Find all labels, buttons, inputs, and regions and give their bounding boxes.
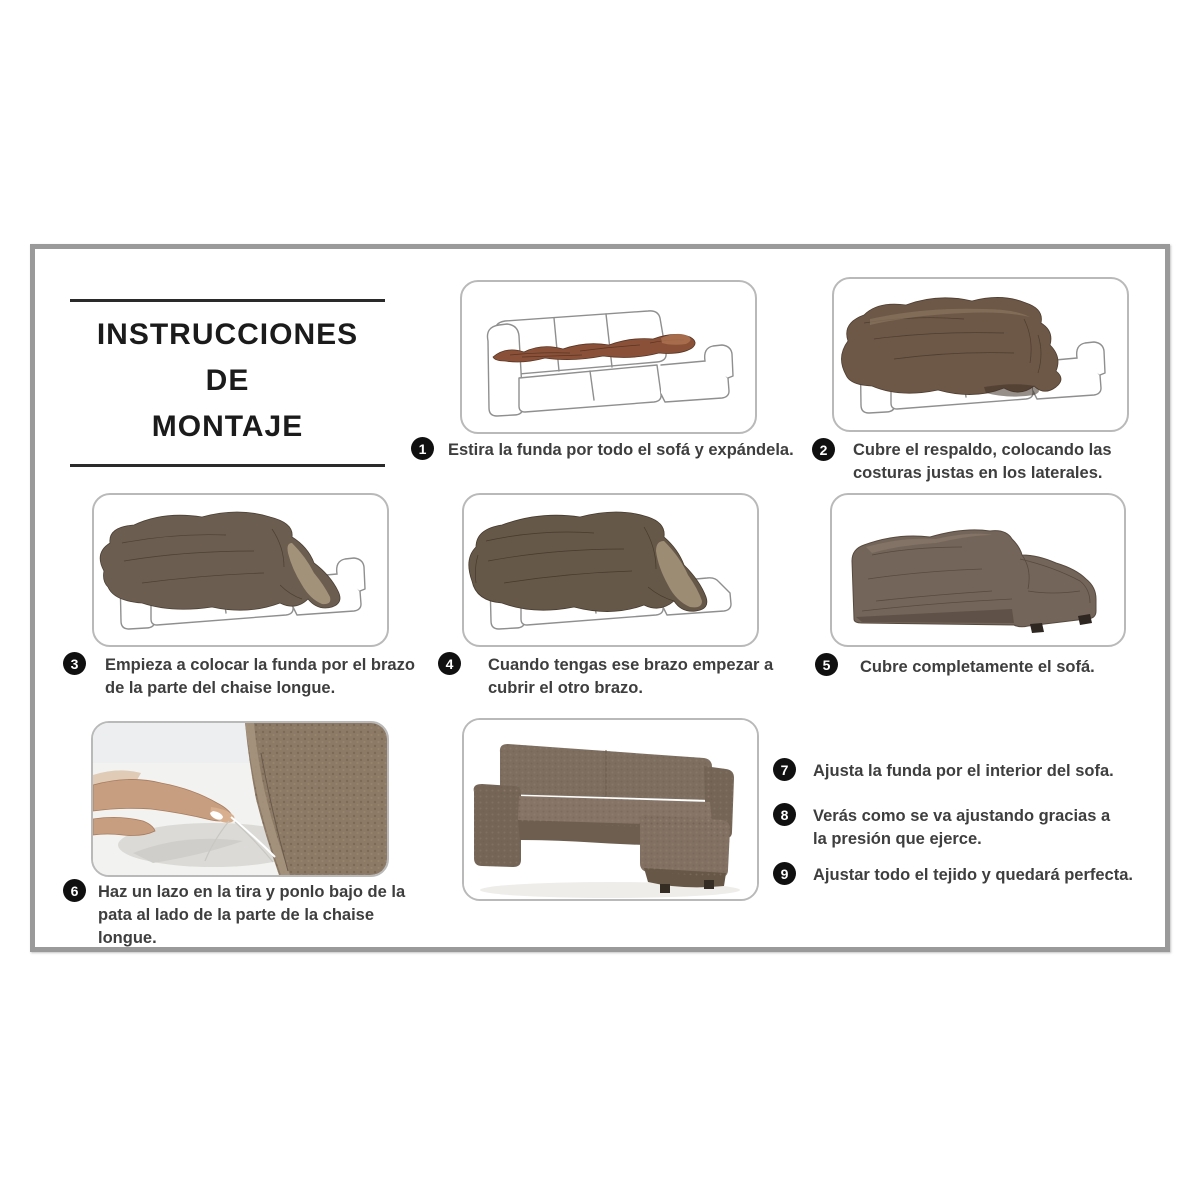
sofa-cover-both-arms-illustration — [464, 495, 757, 645]
title-line-2: DE — [205, 364, 250, 397]
step6-caption: Haz un lazo en la tira y ponlo bajo de la pata al lado de la parte de la chaise longue. — [98, 883, 406, 947]
instruction-card — [30, 244, 1170, 952]
step1-number-badge: 1 — [411, 437, 434, 460]
title-line-3: MONTAJE — [151, 410, 304, 443]
step5-illustration-panel — [830, 493, 1126, 647]
title-line-1: INSTRUCCIONES — [96, 318, 359, 351]
sofa-cover-strip-illustration — [462, 282, 755, 432]
step3-illustration-panel — [92, 493, 389, 647]
step2-illustration-panel — [832, 277, 1129, 432]
step5-caption: Cubre completamente el sofá. — [860, 658, 1095, 676]
step2-caption: Cubre el respaldo, colocando las costuras justas en los laterales. — [853, 441, 1112, 482]
covered-sofa-illustration — [832, 495, 1124, 645]
step7-caption: Ajusta la funda por el interior del sofa. — [813, 762, 1114, 780]
finished-sofa-photo — [464, 720, 757, 899]
step4-caption: Cuando tengas ese brazo empezar a cubrir el otro brazo. — [488, 656, 774, 697]
page-title — [70, 299, 385, 467]
step1-illustration-panel — [460, 280, 757, 434]
step3-caption: Empieza a colocar la funda por el brazo de la parte del chaise longue. — [105, 656, 415, 697]
step3-number-badge: 3 — [63, 652, 86, 675]
step9-number-badge: 9 — [773, 862, 796, 885]
hand-tying-strap-photo — [93, 723, 387, 875]
step5-number-badge: 5 — [815, 653, 838, 676]
step8-caption: Verás como se va ajustando gracias a la presión que ejerce. — [813, 807, 1111, 848]
step7-finished-sofa-photo — [462, 718, 759, 901]
sofa-cover-backrest-illustration — [834, 279, 1127, 430]
step1-caption: Estira la funda por todo el sofá y expándela. — [448, 441, 794, 459]
sofa-cover-chaise-illustration — [94, 495, 387, 645]
step4-number-badge: 4 — [438, 652, 461, 675]
step8-number-badge: 8 — [773, 803, 796, 826]
step7-number-badge: 7 — [773, 758, 796, 781]
step6-photo-panel — [91, 721, 389, 877]
step4-illustration-panel — [462, 493, 759, 647]
step6-number-badge: 6 — [63, 879, 86, 902]
step9-caption: Ajustar todo el tejido y quedará perfecta. — [813, 866, 1133, 884]
step2-number-badge: 2 — [812, 438, 835, 461]
